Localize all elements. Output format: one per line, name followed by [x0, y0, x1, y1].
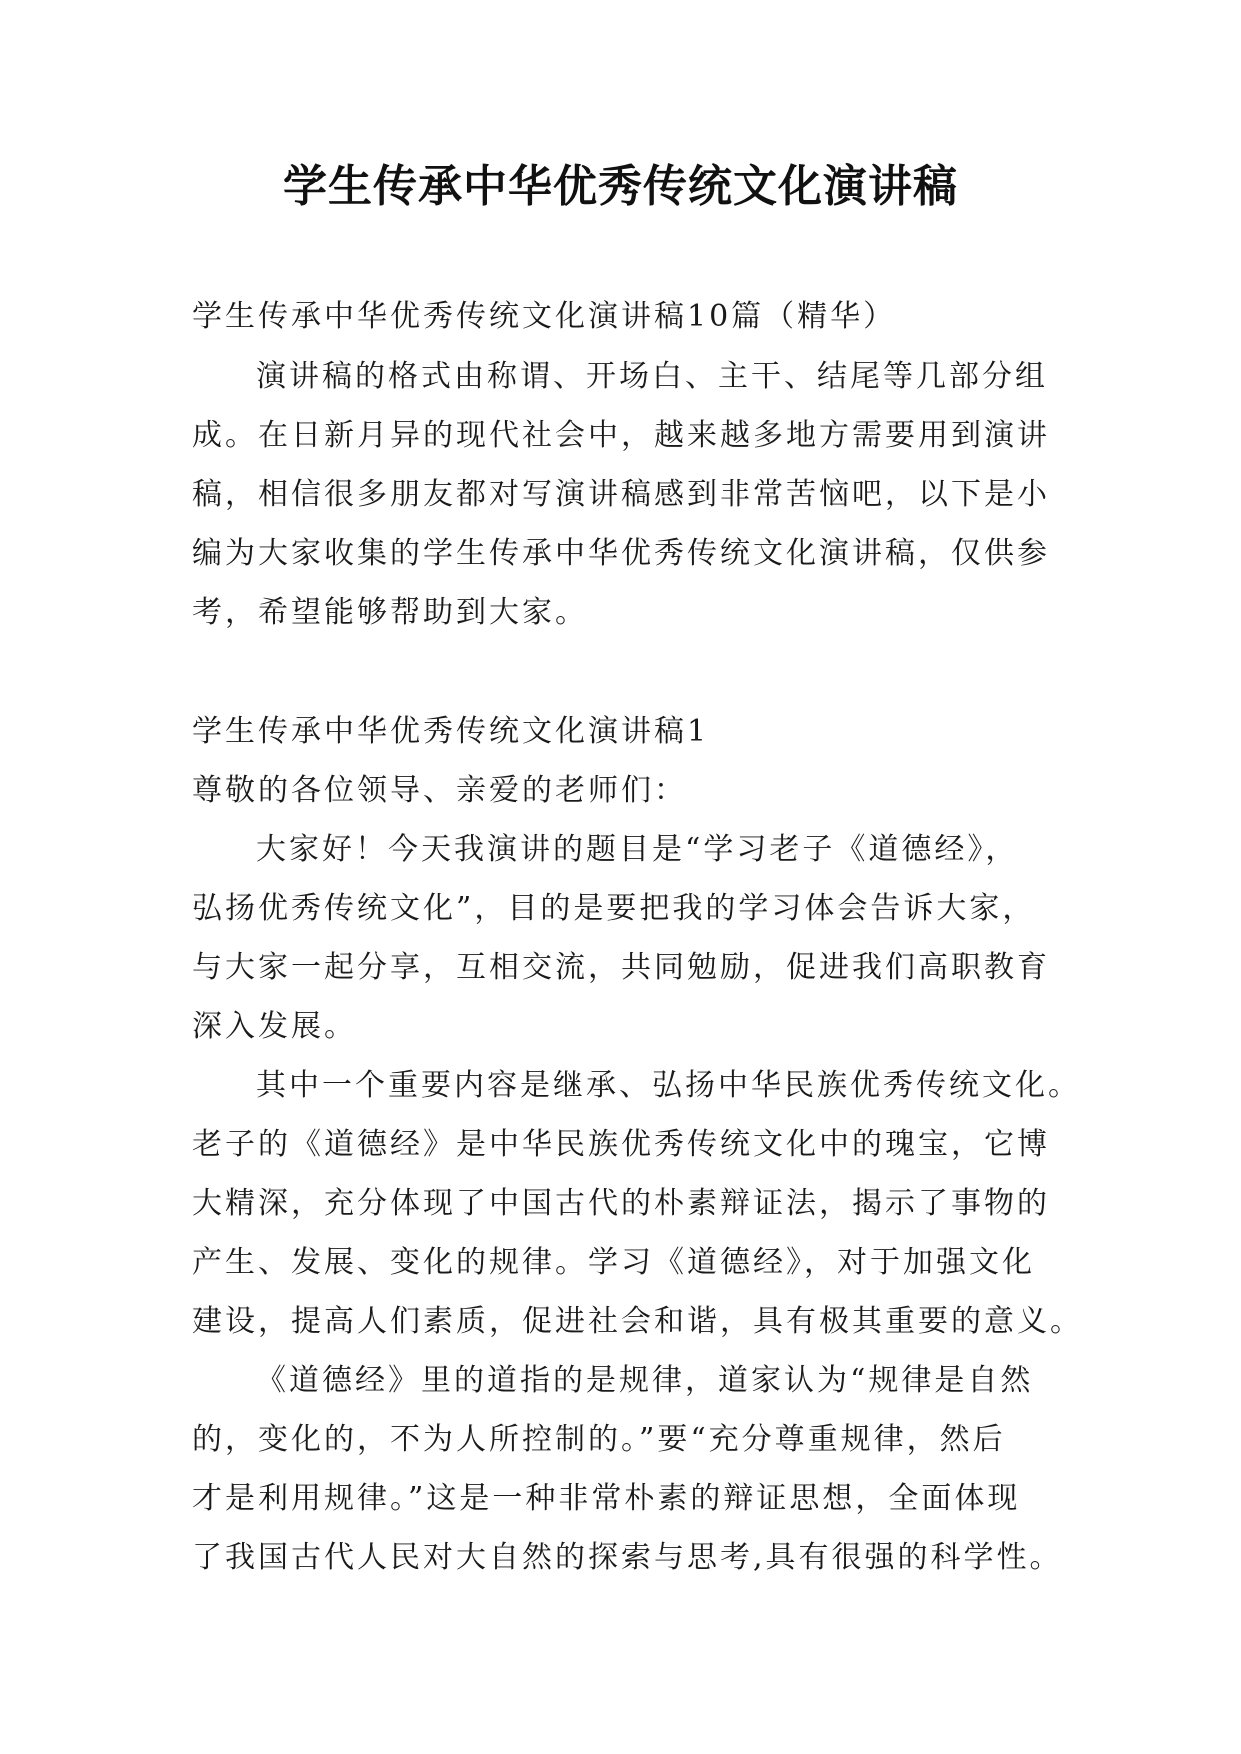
document-title: 学生传承中华优秀传统文化演讲稿: [283, 161, 958, 212]
paragraph-line: 产生、发展、变化的规律。学习《道德经》，对于加强文化: [192, 1245, 1035, 1280]
section-heading: 学生传承中华优秀传统文化演讲稿1: [192, 714, 710, 749]
salutation-line: 尊敬的各位领导、亲爱的老师们：: [192, 773, 687, 808]
paragraph-line: 老子的《道德经》是中华民族优秀传统文化中的瑰宝，它博: [192, 1127, 1050, 1162]
paragraph-line: 演讲稿的格式由称谓、开场白、主干、结尾等几部分组: [256, 359, 1048, 394]
paragraph-line: 大家好！今天我演讲的题目是“学习老子《道德经》，: [256, 832, 1019, 867]
paragraph-line: 成。在日新月异的现代社会中，越来越多地方需要用到演讲: [192, 418, 1050, 453]
paragraph-line: 考，希望能够帮助到大家。: [192, 595, 588, 630]
paragraph-line: 《道德经》里的道指的是规律，道家认为“规律是自然: [256, 1363, 1034, 1398]
paragraph-line: 与大家一起分享，互相交流，共同勉励，促进我们高职教育: [192, 950, 1050, 985]
paragraph-line: 弘扬优秀传统文化”，目的是要把我的学习体会告诉大家，: [192, 891, 1036, 926]
paragraph-line: 稿，相信很多朋友都对写演讲稿感到非常苦恼吧，以下是小: [192, 477, 1050, 512]
paragraph-line: 了我国古代人民对大自然的探索与思考,具有很强的科学性。: [192, 1540, 1063, 1575]
paragraph-line: 建设，提高人们素质，促进社会和谐，具有极其重要的意义。: [192, 1304, 1083, 1339]
paragraph-line: 深入发展。: [192, 1009, 357, 1044]
paragraph-line: 的，变化的，不为人所控制的。”要“充分尊重规律，然后: [192, 1422, 1006, 1457]
subtitle-line: 学生传承中华优秀传统文化演讲稿10篇（精华）: [192, 299, 897, 334]
paragraph-line: 才是利用规律。”这是一种非常朴素的辩证思想，全面体现: [192, 1481, 1021, 1516]
paragraph-line: 编为大家收集的学生传承中华优秀传统文化演讲稿，仅供参: [192, 536, 1050, 571]
paragraph-line: 其中一个重要内容是继承、弘扬中华民族优秀传统文化。: [256, 1068, 1081, 1103]
paragraph-line: 大精深，充分体现了中国古代的朴素辩证法，揭示了事物的: [192, 1186, 1050, 1221]
